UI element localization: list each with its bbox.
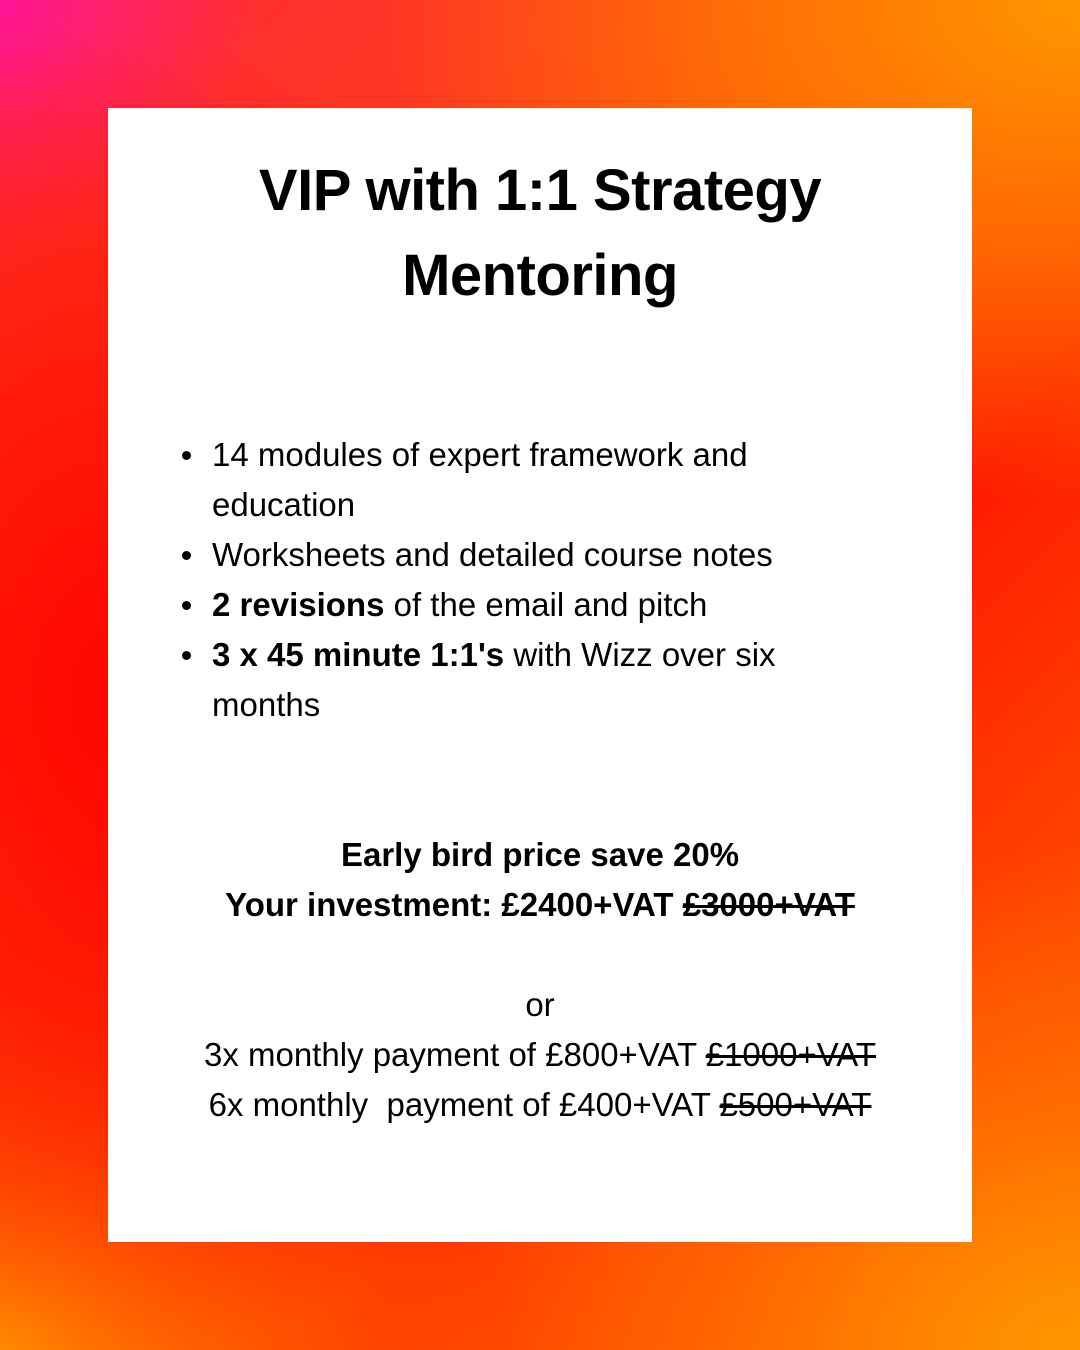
title-line-2: Mentoring [402, 243, 678, 308]
list-item [182, 530, 872, 580]
page-title [0, 148, 1080, 318]
feature-text: 14 modules of expert framework and education [212, 436, 748, 523]
investment-old-price: £3000+VAT [682, 886, 855, 923]
feature-text: of the email and pitch [384, 586, 708, 623]
feature-text: with Wizz over six months [212, 636, 776, 723]
list-item [182, 630, 872, 730]
or-separator: or [525, 986, 555, 1023]
feature-text: Worksheets and detailed course notes [212, 536, 773, 573]
bullet-icon [182, 551, 191, 560]
bullet-icon [182, 451, 191, 460]
payment-plan-6x [108, 1080, 972, 1130]
plan-3x-price: 3x monthly payment of £800+VAT [203, 1036, 697, 1073]
spacer [108, 930, 972, 980]
feature-bold: 3 x 45 minute 1:1's [212, 636, 505, 673]
list-item [182, 430, 872, 530]
investment-price: Your investment: £2400+VAT [225, 886, 674, 923]
feature-bold: 2 revisions [212, 586, 385, 623]
bullet-icon [182, 651, 191, 660]
plan-6x-old-price: £500+VAT [719, 1086, 872, 1123]
pricing-section [108, 830, 972, 1130]
early-bird-offer: Early bird price save 20% [340, 836, 740, 873]
payment-plan-3x [108, 1030, 972, 1080]
feature-list [182, 430, 872, 730]
plan-6x-price: 6x monthly payment of £400+VAT [208, 1086, 711, 1123]
plan-3x-old-price: £1000+VAT [705, 1036, 877, 1073]
bullet-icon [182, 601, 191, 610]
list-item [182, 580, 872, 630]
investment-line [108, 880, 972, 930]
title-line-1: VIP with 1:1 Strategy [258, 158, 822, 223]
